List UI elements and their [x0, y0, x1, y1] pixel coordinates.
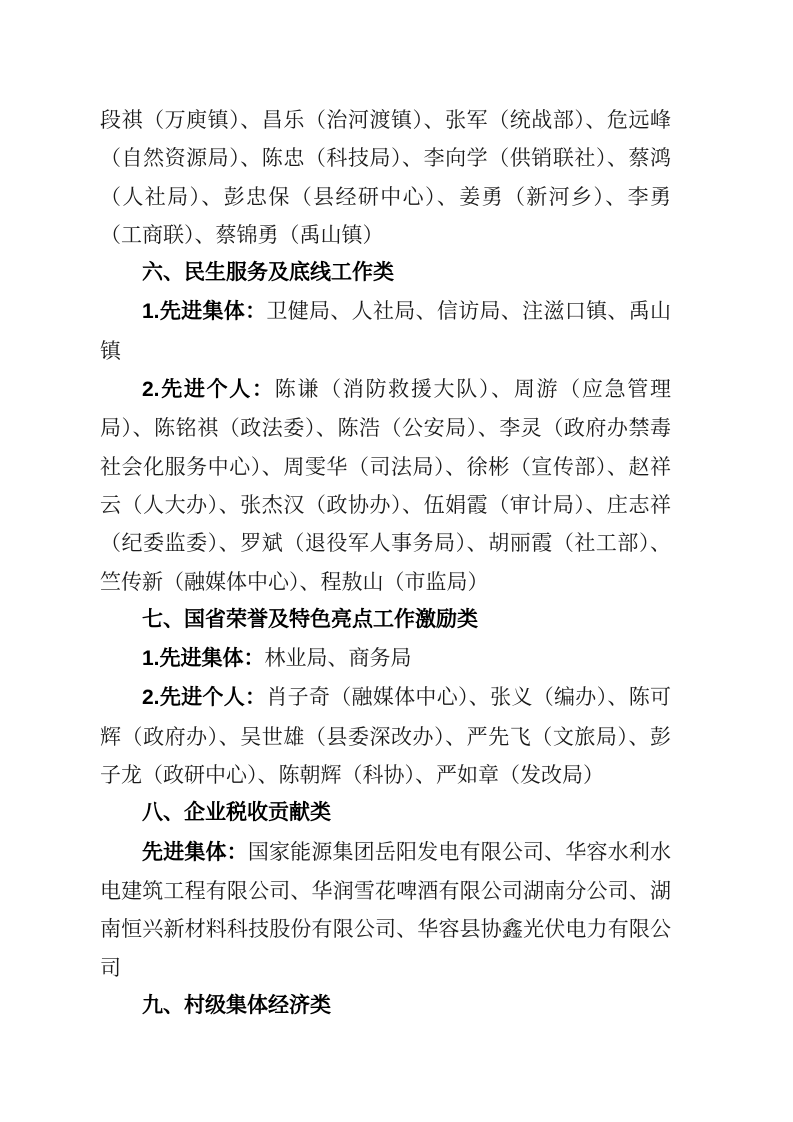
- paragraph-text: 肖子奇（融媒体中心）、张义（编办）、陈可辉（政府办）、吴世雄（县委深改办）、严先飞（文旅局）、彭子龙（政研中心）、陈朝辉（科协）、严如章（发改局）: [100, 685, 671, 788]
- section6-advanced-collectives-paragraph: [100, 292, 671, 370]
- section-heading-6: [100, 254, 671, 292]
- paragraph-text: 林业局、商务局: [264, 646, 412, 671]
- document-content: [100, 101, 671, 1025]
- heading-text: 七、国省荣誉及特色亮点工作激励类: [142, 607, 478, 631]
- section6-advanced-individuals-paragraph: [100, 370, 671, 601]
- continuation-paragraph: [100, 101, 671, 254]
- paragraph-text: 卫健局、人社局、信访局、注滋口镇、禹山镇: [100, 299, 672, 363]
- paragraph-text: 陈谦（消防救援大队）、周游（应急管理局）、陈铭祺（政法委）、陈浩（公安局）、李灵（政府办禁毒社会化服务中心）、周雯华（司法局）、徐彬（宣传部）、赵祥云（人大办）、张杰汉（政协办）、伍娟霞（审计局）、庄志祥（纪委监委）、罗斌（退役军人事务局）、胡丽霞（社工部）、竺传新（融媒体中心）、程敖山（市监局）: [100, 377, 672, 594]
- paragraph-text: 段祺（万庾镇）、昌乐（治河渡镇）、张军（统战部）、危远峰（自然资源局）、陈忠（科技局）、李向学（供销联社）、蔡鸿（人社局）、彭忠保（县经研中心）、姜勇（新河乡）、李勇（工商联）、蔡锦勇（禹山镇）: [100, 108, 671, 247]
- paragraph-label: 2.先进个人：: [142, 686, 267, 710]
- paragraph-label: 1.先进集体：: [142, 647, 265, 671]
- section8-advanced-collectives-paragraph: [100, 833, 671, 987]
- section7-advanced-collectives-paragraph: [100, 639, 671, 678]
- paragraph-label: 2.先进个人：: [142, 378, 275, 402]
- paragraph-label: 先进集体：: [142, 840, 248, 864]
- heading-text: 六、民生服务及底线工作类: [142, 261, 394, 285]
- paragraph-label: 1.先进集体：: [142, 300, 267, 324]
- paragraph-text: 国家能源集团岳阳发电有限公司、华容水利水电建筑工程有限公司、华润雪花啤酒有限公司湖南分公司、湖南恒兴新材料科技股份有限公司、华容县协鑫光伏电力有限公司: [100, 839, 672, 980]
- section7-advanced-individuals-paragraph: [100, 678, 671, 794]
- heading-text: 八、企业税收贡献类: [142, 801, 331, 825]
- section-heading-7: [100, 601, 671, 639]
- section-heading-9: [100, 987, 671, 1025]
- heading-text: 九、村级集体经济类: [142, 993, 331, 1017]
- section-heading-8: [100, 794, 671, 832]
